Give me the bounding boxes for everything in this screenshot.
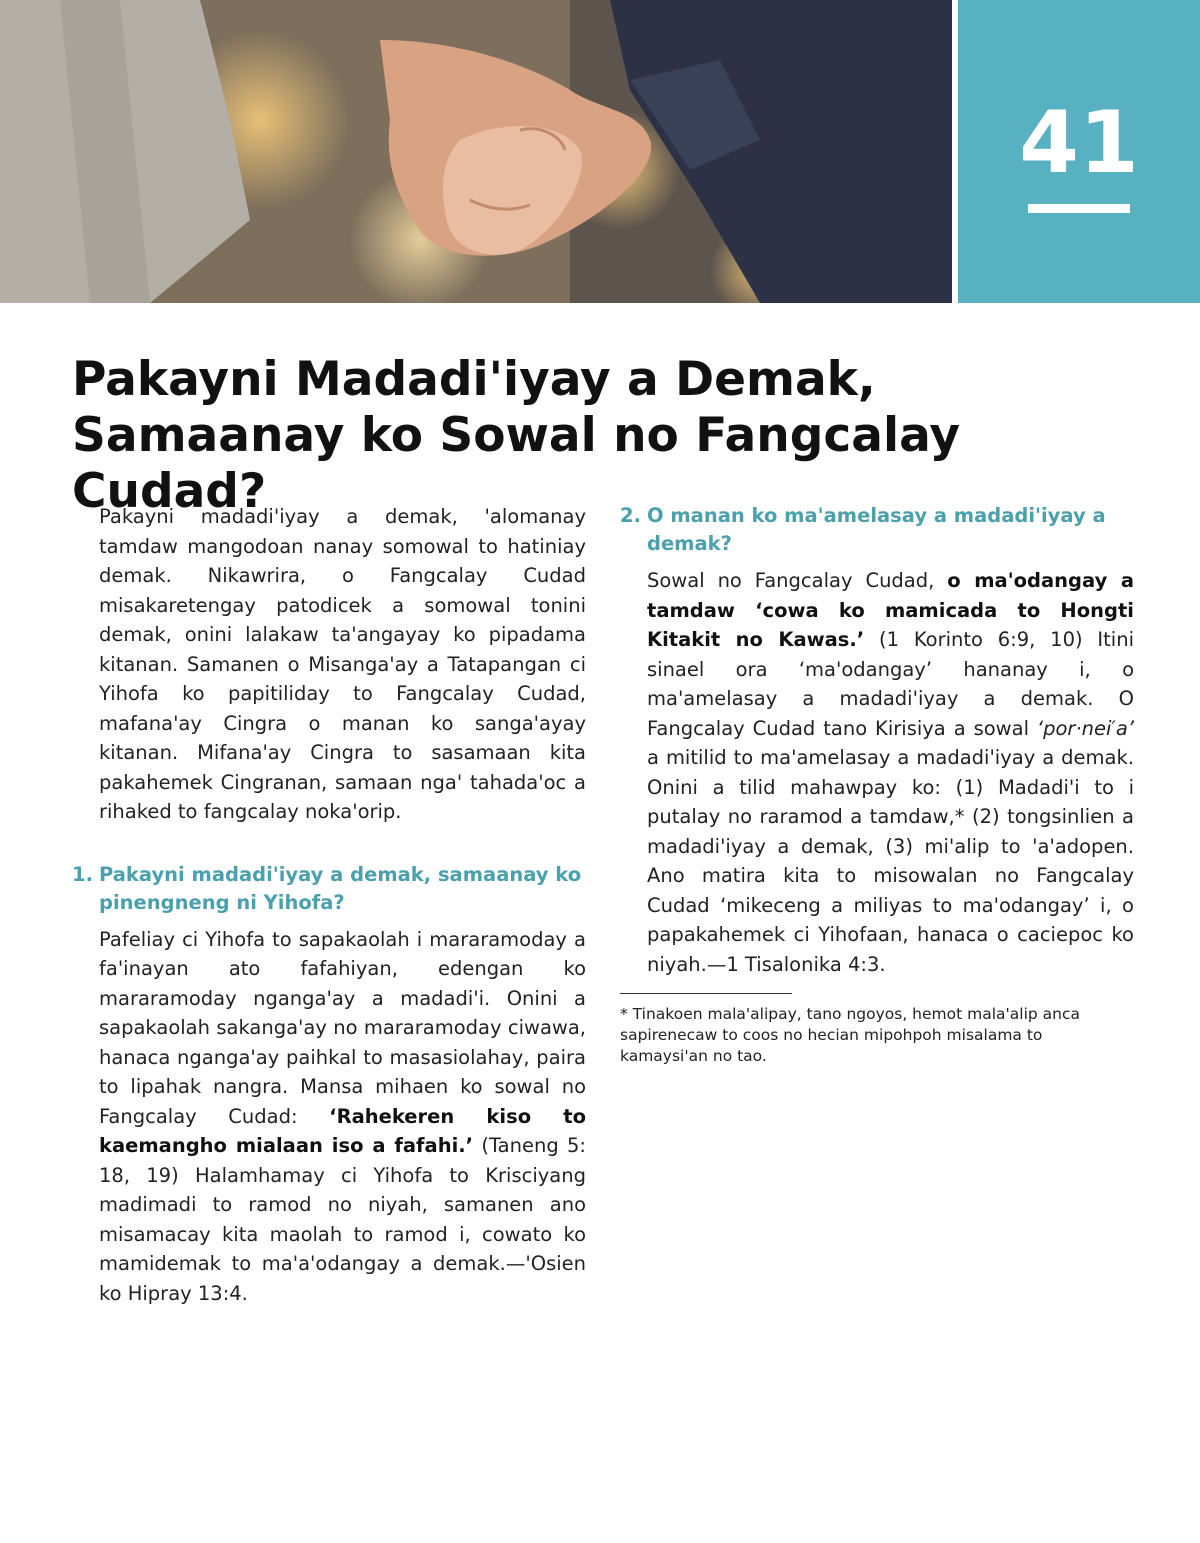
holding-hands-photo: [0, 0, 952, 303]
answer-1-bold-quote: ‘Rahekeren kiso to kaemangho mialaan iso a fafahi.’: [99, 1104, 586, 1157]
right-column: [620, 502, 1134, 1067]
hero-image: [0, 0, 952, 303]
question-2-text: O manan ko ma'amelasay a madadi'iyay a demak?: [647, 504, 1106, 555]
page-title: Pakayni Madadi'iyay a Demak, Samaanay ko Sowal no Fangcalay Cudad?: [72, 352, 960, 519]
footnote: * Tinakoen mala'alipay, tano ngoyos, hemot mala'alip anca sapirenecaw to coos no hecian mipohpoh misalama to kamaysi'an no tao.: [620, 1005, 1080, 1065]
question-2-number: 2.: [620, 504, 641, 527]
chapter-number: 41: [1019, 93, 1139, 193]
answer-2-text-b: (1 Korinto 6:9, 10) Itini sinael ora ‘ma'odangay’ hananay i, o ma'amelasay a madadi'iyay a demak. O Fangcalay Cudad tano Kirisiya a sowal: [647, 628, 1134, 740]
answer-2-text-a: Sowal no Fangcalay Cudad,: [647, 569, 948, 592]
chapter-number-underline: [1028, 204, 1130, 213]
question-1-text: Pakayni madadi'iyay a demak, samaanay ko pinengneng ni Yihofa?: [99, 862, 582, 914]
left-column: [72, 502, 586, 1308]
chapter-badge: [958, 0, 1200, 303]
answer-1-paragraph: [72, 925, 586, 1309]
answer-2-text-c: a mitilid to ma'amelasay a madadi'iyay a demak. Onini a tilid mahawpay ko: (1) Madadi'i to i putalay no raramod a tamdaw,* (2) tongsinlien a madadi'iyay a demak, (3) mi'alip to 'a'adopen. Ano matira kita to misowalan no Fangcalay Cudad ‘mikeceng a miliyas to ma'odangay’ i, o papakahemek ci Yihofaan, hanaca o caciepoc ko niyah.—1 Tisalonika 4:3.: [647, 746, 1134, 976]
question-1: [72, 861, 586, 917]
intro-paragraph: Pakayni madadi'iyay a demak, 'alomanay tamdaw mangodoan nanay somowal to hatiniay demak. Nikawrira, o Fangcalay Cudad misakaretengay patodicek a somowal tonini demak, onini lalakaw ta'angayay ko pipadama kitanan. Samanen o Misanga'ay a Tatapangan ci Yihofa ko papitiliday to Fangcalay Cudad, mafana'ay Cingra o manan ko sanga'ayay kitanan. Mifana'ay Cingra to sasamaan kita pakahemek Cingranan, samaan nga' tahada'oc a rihaked to fangcalay noka'orip.: [99, 505, 586, 823]
answer-1-text-b: (Taneng 5: 18, 19) Halamhamay ci Yihofa to Krisciyang madimadi to ramod no niyah, samanen ano misamacay kita maolah to ramod i, cowato ko mamidemak to ma'a'odangay a demak.—'Osien ko Hipray 13:4.: [99, 1134, 586, 1305]
footnote-divider: [620, 993, 792, 994]
answer-1-text-a: Pafeliay ci Yihofa to sapakaolah i mararamoday a fa'inayan ato fafahiyan, edengan ko mararamoday nganga'ay a madadi'i. Onini a sapakaolah sakanga'ay no mararamoday ciwawa, hanaca nganga'ay paihkal to masasiolahay, paira to lipahak nangra. Mansa mihaen ko sowal no Fangcalay Cudad:: [99, 927, 586, 1128]
answer-2-paragraph: [620, 566, 1134, 979]
question-1-number: 1.: [72, 862, 93, 886]
question-2: [620, 502, 1134, 558]
answer-2-greek-term: ‘por·nei′a’: [1036, 716, 1134, 740]
answer-2-bold-quote: o ma'odangay a tamdaw ‘cowa ko mamicada to Hongti Kitakit no Kawas.’: [647, 569, 1134, 651]
